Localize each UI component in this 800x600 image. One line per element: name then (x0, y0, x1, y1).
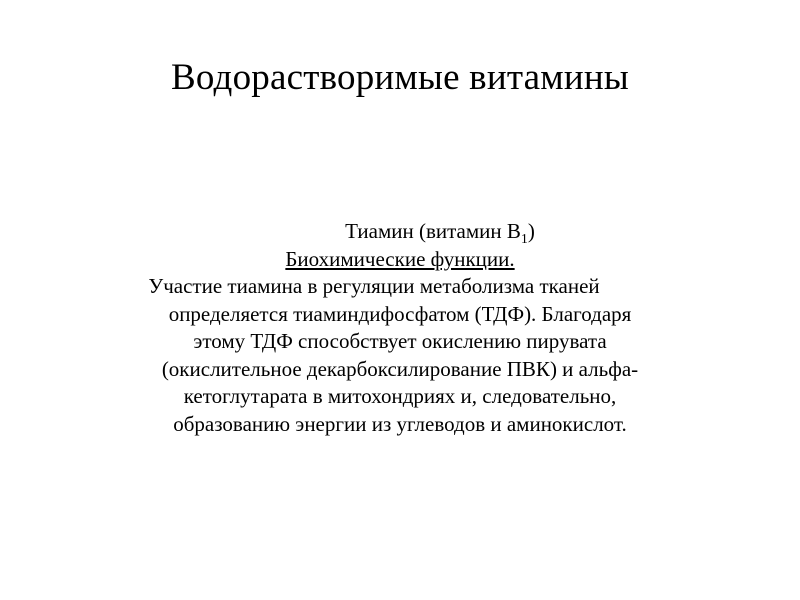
slide-content (60, 218, 740, 438)
body-line: образованию энергии из углеводов и аминокислот. (173, 411, 627, 436)
body-line: Участие тиамина в регуляции метаболизма тканей (148, 274, 600, 298)
body-line: кетоглутарата в митохондриях и, следовательно, (183, 384, 617, 408)
subtitle-text: Тиамин (витамин B (345, 219, 521, 243)
body-line: (окислительное декарбоксилирование ПВК) и альфа- (161, 356, 639, 381)
body-line: этому ТДФ способствует окислению пирувата (193, 329, 607, 353)
subtitle (100, 218, 780, 246)
slide-title: Водорастворимые витамины (171, 57, 629, 98)
subtitle-subscript: 1 (520, 232, 528, 247)
body-line: определяется тиаминдифосфатом (ТДФ). Благодаря (168, 301, 632, 326)
subtitle-close: ) (527, 219, 535, 243)
section-heading: Биохимические функции. (285, 246, 515, 271)
